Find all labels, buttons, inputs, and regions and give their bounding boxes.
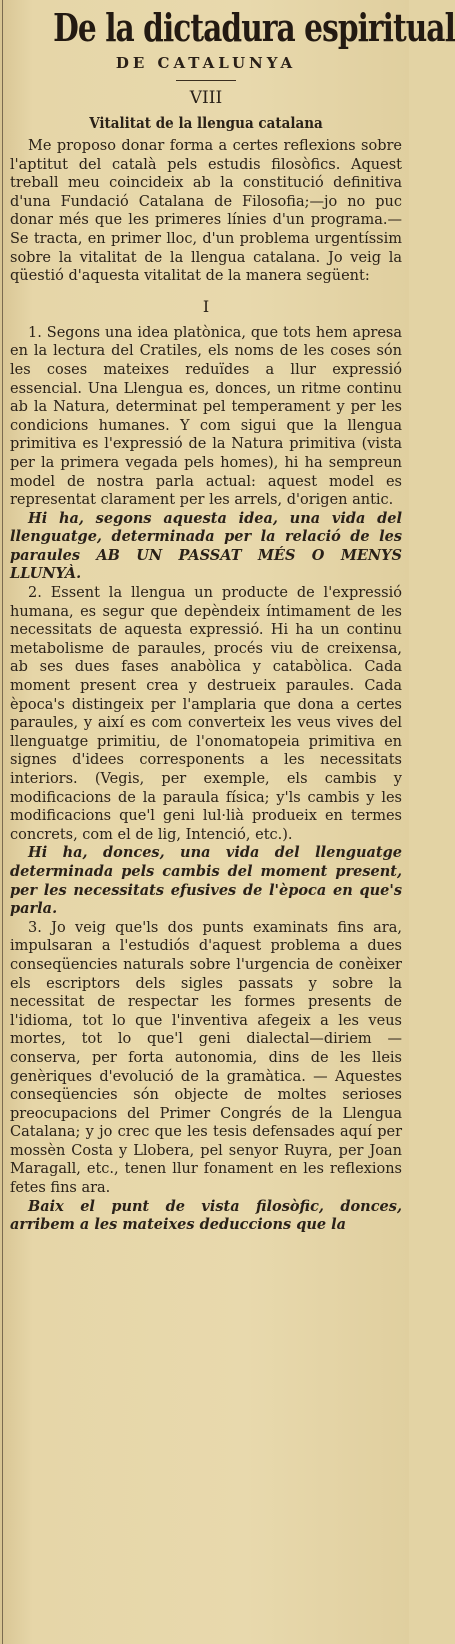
section-number: I — [202, 296, 210, 316]
column-rule — [2, 0, 3, 1644]
divider — [176, 80, 236, 81]
article-title: Vitalitat de la llengua catalana — [89, 114, 323, 132]
headline: De la dictadura espiritual — [53, 5, 455, 50]
paragraph-2: 2. Essent la llengua un producte de l'expressió humana, es segur que depèndeix íntimament de les necessitats de aquesta expressió. Hi ha un continu metabolisme de paraules, procés viu de creixensa, ab ses dues fases anabòlica y catabòlica. Cada moment present crea y destrueix paraules. Cada època's distingeix per l'amplaria que dona a certes paraules, y així es com converteix les veus vives del llenguatge primitiu, de l'onomatopeia primitiva en signes d'idees corresponents a les necessitats interiors. (Vegis, per exemple, els cambis y modificacions de la paraula física; y'ls cambis y les modificacions que'l geni lul·lià produeix en termes concrets, com el de lig, Intenció, etc.). — [10, 585, 402, 843]
paragraph-1: 1. Segons una idea platònica, que tots hem apresa en la lectura del Cratiles, els noms de les coses són les coses mateixes reduïdes a llur expressió essencial. Una Llengua es, donces, un ritme continu ab la Natura, determinat pel temperament y per les condicions humanes. Y com sigui que la llengua primitiva es l'expressió de la Natura primitiva (vista per la primera vegada pels homes), hi ha sempreun model de nostra parla actual: aquest model es representat clarament per les arrels, d'origen antic. — [10, 324, 402, 509]
paragraph-1-conclusion: Hi ha, segons aquesta idea, una vida del llenguatge, determinada per la relació de les paraules AB UN PASSAT MÉS O MENYS LLUNYÀ. — [10, 509, 402, 583]
intro-paragraph: Me proposo donar forma a certes reflexions sobre l'aptitut del català pels estudis filosòfics. Aquest treball meu coincideix ab la constitució definitiva d'una Fundació Catalana de Filosofia;—jo no puc donar més que les primeres línies d'un programa.—Se tracta, en primer lloc, d'un problema urgentíssim sobre la vitalitat de la llengua catalana. Jo veig la qüestió d'aquesta vitalitat de la manera següent: — [10, 138, 402, 285]
paragraph-2-conclusion: Hi ha, donces, una vida del llenguatge determinada pels cambis del moment present, per les necessitats efusives de l'època en que's parla. — [10, 844, 402, 918]
subheadline: DE CATALUNYA — [115, 54, 297, 72]
chapter-number: VIII — [189, 88, 223, 108]
article-column — [10, 5, 455, 1235]
paragraph-3-conclusion: Baix el punt de vista filosòfic, donces, arribem a les mateixes deduccions que la — [10, 1197, 402, 1234]
paragraph-3: 3. Jo veig que'ls dos punts examinats fins ara, impulsaran a l'estudiós d'aquest problema a dues conseqüencies naturals sobre l'urgencia de conèixer els escriptors dels sigles passats y sobre la necessitat de respectar les formes presents de l'idioma, tot lo que l'inventiva afegeix a les veus mortes, tot lo que'l geni dialectal—diriem — conserva, per forta autonomia, dins de les lleis genèriques d'evolució de la gramàtica. — Aquestes conseqüencies són objecte de moltes serioses preocupacions del Primer Congrés de la Llengua Catalana; y jo crec que les tesis defensades aquí per mossèn Costa y Llobera, pel senyor Ruyra, per Joan Maragall, etc., tenen llur fonament en les reflexions fetes fins ara. — [10, 919, 402, 1197]
